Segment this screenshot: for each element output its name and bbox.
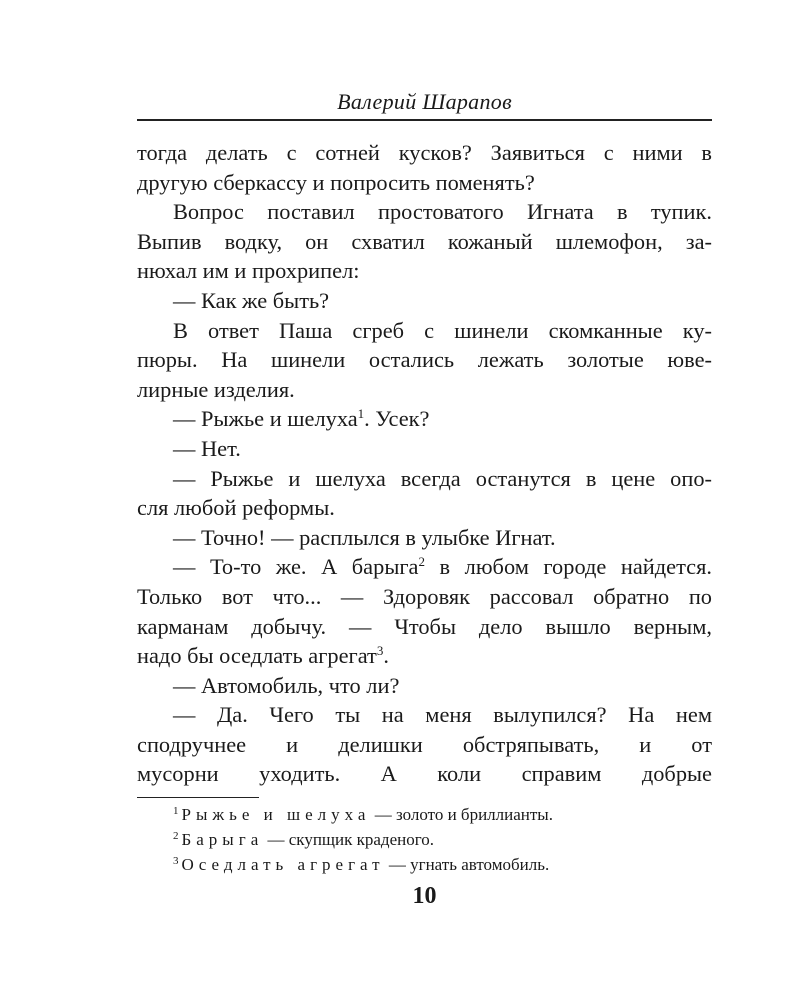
footnote-definition: — золото и бриллианты. xyxy=(370,805,553,824)
footnotes xyxy=(173,802,713,877)
footnote-3 xyxy=(173,852,713,877)
footnote-rule xyxy=(137,797,259,798)
text-line: лирные изделия. xyxy=(137,376,295,402)
footnote-mark-3: 3 xyxy=(376,643,384,659)
line-text: — Рыжье и шелуха xyxy=(173,406,358,432)
text-line: Вопрос поставил простоватого Игната в тупик. xyxy=(173,199,712,225)
text-line: мусорни уходить. А коли справим добрые xyxy=(137,761,712,787)
line-text: в любом городе найдется. xyxy=(424,554,712,580)
page-number: 10 xyxy=(412,883,437,909)
footnote-number: 2 xyxy=(173,830,179,842)
text-line: карманам добычу. — Чтобы дело вышло верным, xyxy=(137,613,712,639)
text-line: сля любой реформы. xyxy=(137,495,335,521)
text-line: — Как же быть? xyxy=(173,287,330,313)
text-line: Только вот что... — Здоровяк рассовал обратно по xyxy=(137,583,712,609)
footnote-definition: — скупщик краденого. xyxy=(263,830,435,849)
text-line: Выпив водку, он схватил кожаный шлемофон, за- xyxy=(137,228,712,254)
text-line: В ответ Паша сгреб с шинели скомканные ку- xyxy=(173,317,712,343)
text-line: другую сберкассу и попросить поменять? xyxy=(137,169,535,195)
line-text: надо бы оседлать агрегат xyxy=(137,643,377,669)
text-line xyxy=(137,641,712,671)
running-header: Валерий Шарапов xyxy=(337,89,512,114)
footnote-number: 3 xyxy=(173,855,179,867)
text-line: пюры. На шинели остались лежать золотые юве- xyxy=(137,347,712,373)
line-text: . xyxy=(383,643,389,669)
footnote-mark-2: 2 xyxy=(418,554,425,570)
header-rule xyxy=(137,119,712,121)
text-line: тогда делать с сотней кусков? Заявиться с ними в xyxy=(137,140,712,165)
footnote-term: Рыжье и шелуха xyxy=(181,805,371,824)
text-line: сподручнее и делишки обстряпывать, и от xyxy=(137,731,712,757)
footnote-term: Оседлать агрегат xyxy=(181,855,385,874)
text-line xyxy=(137,552,712,582)
footnote-mark-1: 1 xyxy=(357,406,365,422)
line-text: . Усек? xyxy=(364,406,430,432)
text-line: — Да. Чего ты на меня вылупился? На нем xyxy=(173,702,712,728)
text-line: — Автомобиль, что ли? xyxy=(173,672,400,698)
line-text: — То-то же. А барыга xyxy=(173,554,419,580)
text-line xyxy=(137,404,712,434)
footnote-1 xyxy=(173,802,713,827)
text-line: — Нет. xyxy=(173,435,241,461)
text-line: — Точно! — расплылся в улыбке Игнат. xyxy=(173,524,556,550)
footnote-term: Барыга xyxy=(181,830,264,849)
text-line: — Рыжье и шелуха всегда останутся в цене опо- xyxy=(173,465,712,491)
footnote-2 xyxy=(173,827,713,852)
book-page xyxy=(137,0,712,1000)
main-text xyxy=(137,138,712,789)
text-line: нюхал им и прохрипел: xyxy=(137,258,360,284)
footnote-number: 1 xyxy=(173,805,179,817)
footnote-definition: — угнать автомобиль. xyxy=(384,855,550,874)
